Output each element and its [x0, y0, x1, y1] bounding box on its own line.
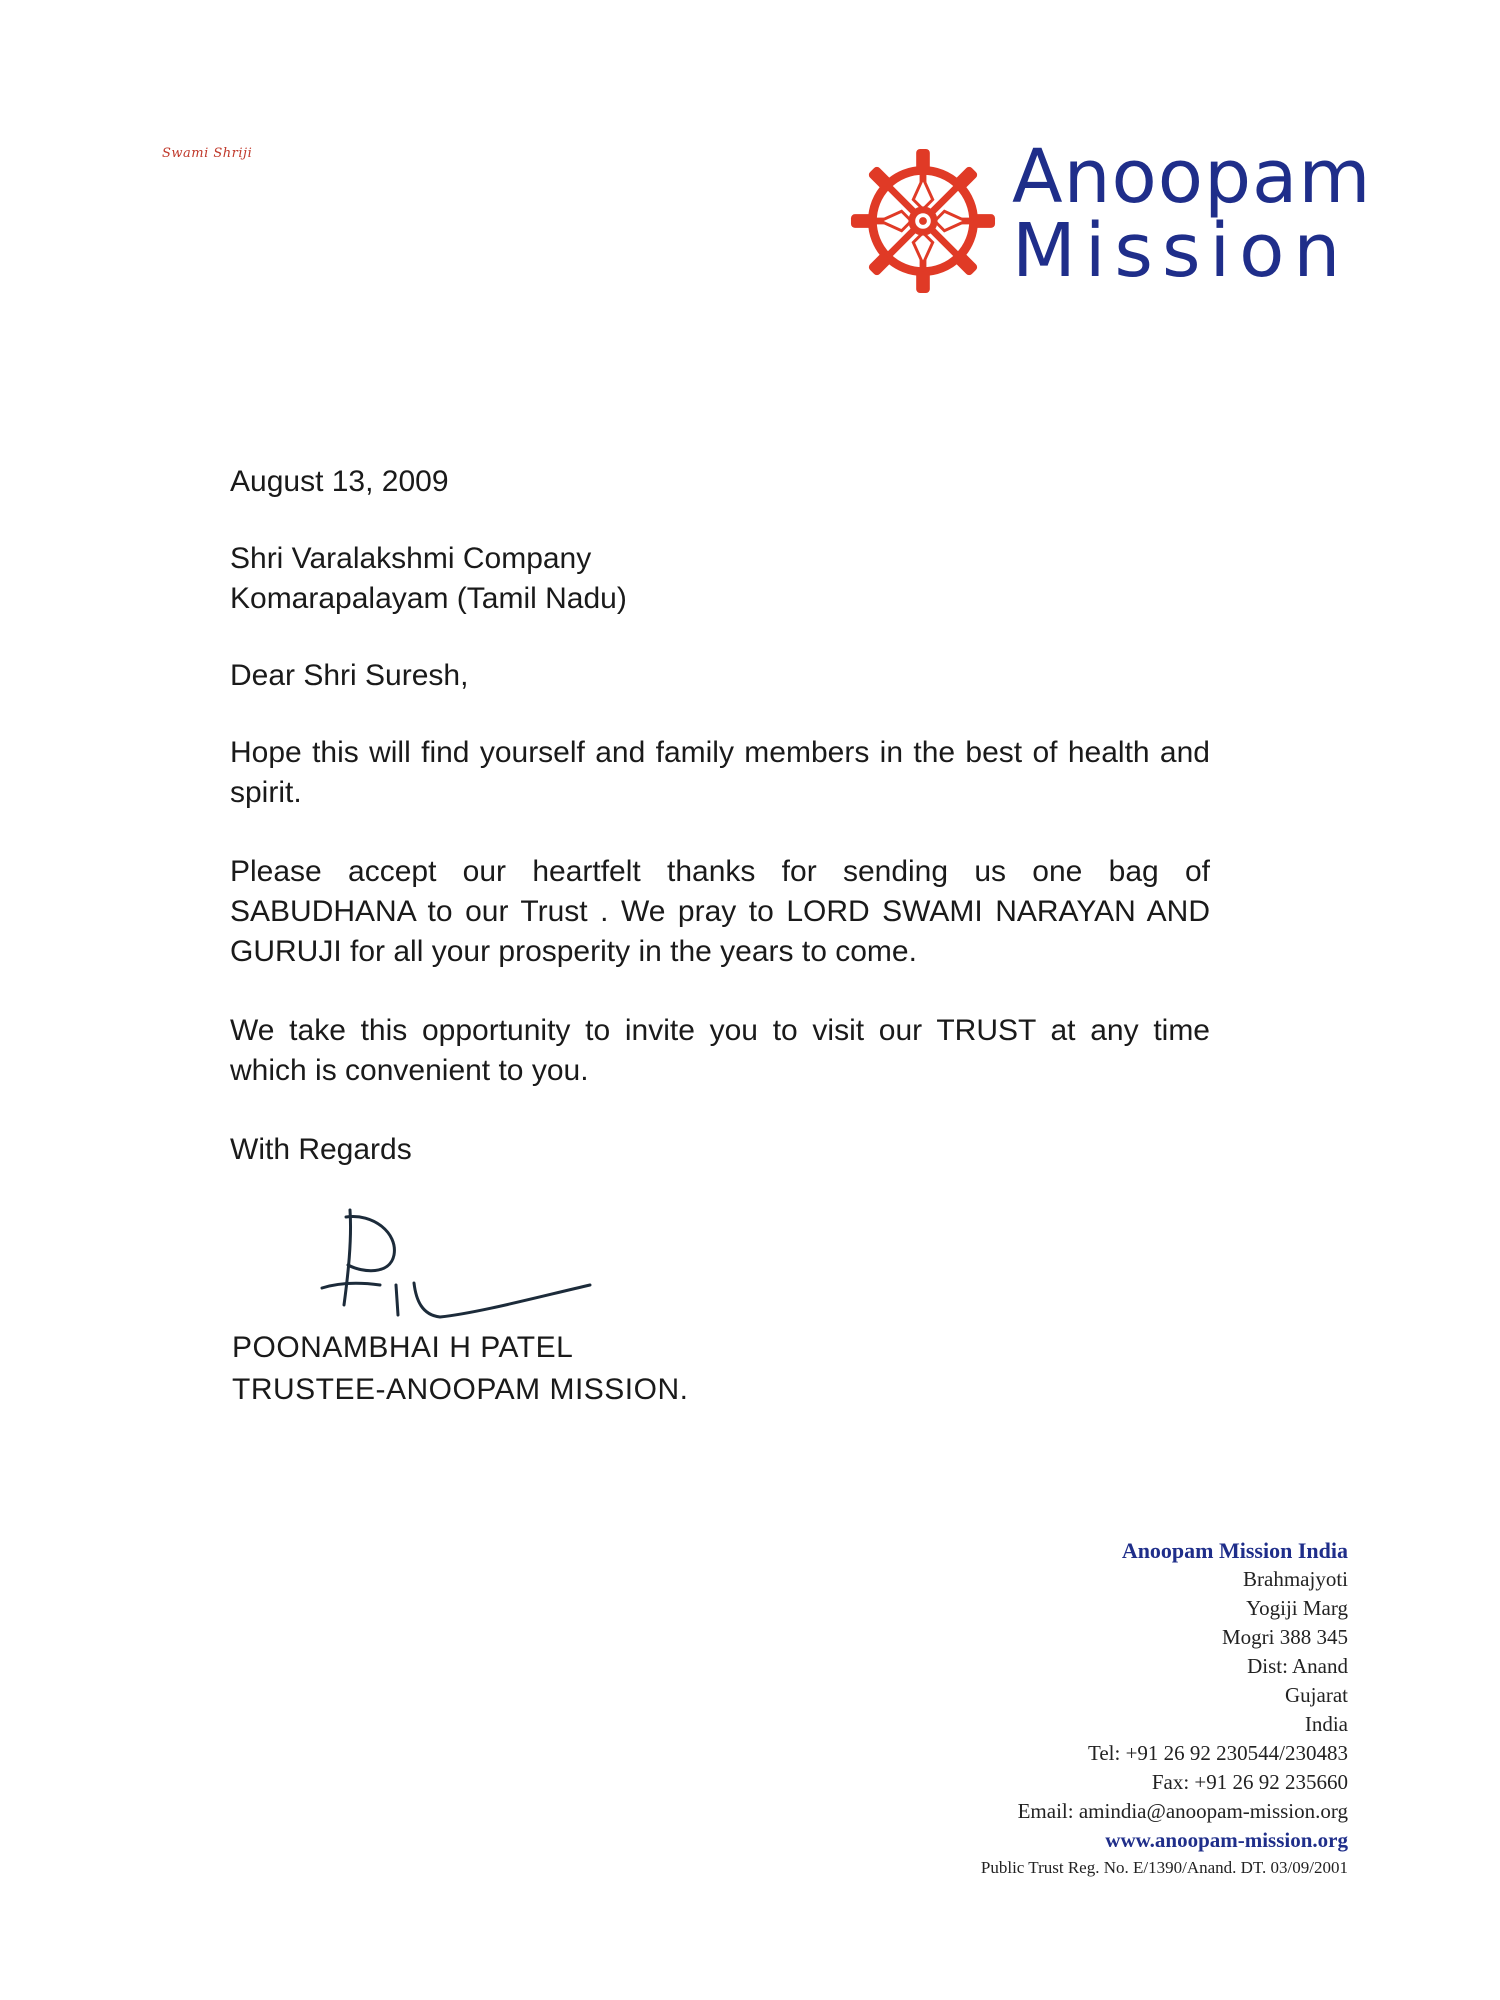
footer-address-line: Yogiji Marg	[1246, 1596, 1348, 1620]
salutation: Dear Shri Suresh,	[230, 659, 469, 692]
logo-wordmark	[1012, 134, 1372, 294]
letter-paragraph: We take this opportunity to invite you to visit our TRUST at any time which is convenient to you.	[230, 1014, 1210, 1087]
closing: With Regards	[230, 1133, 412, 1166]
footer-address-line: Gujarat	[1285, 1683, 1348, 1707]
recipient-address	[230, 539, 1210, 619]
recipient-line: Shri Varalakshmi Company	[230, 542, 592, 575]
logo-wordmark-line2: Mission	[1012, 208, 1350, 294]
footer-website: www.anoopam-mission.org	[1105, 1828, 1348, 1852]
letter-date: August 13, 2009	[230, 465, 449, 498]
signer-name: POONAMBHAI H PATEL	[232, 1331, 574, 1364]
footer-address-line: India	[1304, 1712, 1348, 1736]
footer-registration: Public Trust Reg. No. E/1390/Anand. DT. 03/09/2001	[980, 1858, 1348, 1877]
footer-org-name: Anoopam Mission India	[1121, 1538, 1348, 1563]
header-script-note: Swami Shriji	[162, 146, 253, 161]
letter-paragraph: Hope this will find yourself and family members in the best of health and spirit.	[230, 736, 1210, 809]
letter-body	[230, 462, 1210, 1170]
footer-address-line: Brahmajyoti	[1243, 1567, 1348, 1591]
logo-wordmark-line1: Anoopam	[1012, 134, 1372, 220]
footer-fax: Fax: +91 26 92 235660	[1151, 1770, 1348, 1794]
letter-paragraph: Please accept our heartfelt thanks for sending us one bag of SABUDHANA to our Trust . We pray to LORD SWAMI NARAYAN AND GURUJI for all your prosperity in the years to come.	[230, 855, 1210, 968]
footer-address-line: Dist: Anand	[1247, 1654, 1348, 1678]
dharma-wheel-icon	[850, 148, 996, 294]
handwritten-signature	[318, 1205, 608, 1340]
signer-title: TRUSTEE-ANOOPAM MISSION.	[232, 1373, 689, 1406]
footer-address-line: Mogri 388 345	[1222, 1625, 1348, 1649]
signer-block	[232, 1327, 688, 1411]
footer-email: Email: amindia@anoopam-mission.org	[1017, 1799, 1348, 1823]
footer-tel: Tel: +91 26 92 230544/230483	[1087, 1741, 1348, 1765]
anoopam-mission-logo	[850, 134, 1372, 300]
recipient-line: Komarapalayam (Tamil Nadu)	[230, 582, 627, 615]
footer-address-block	[828, 1536, 1348, 1881]
